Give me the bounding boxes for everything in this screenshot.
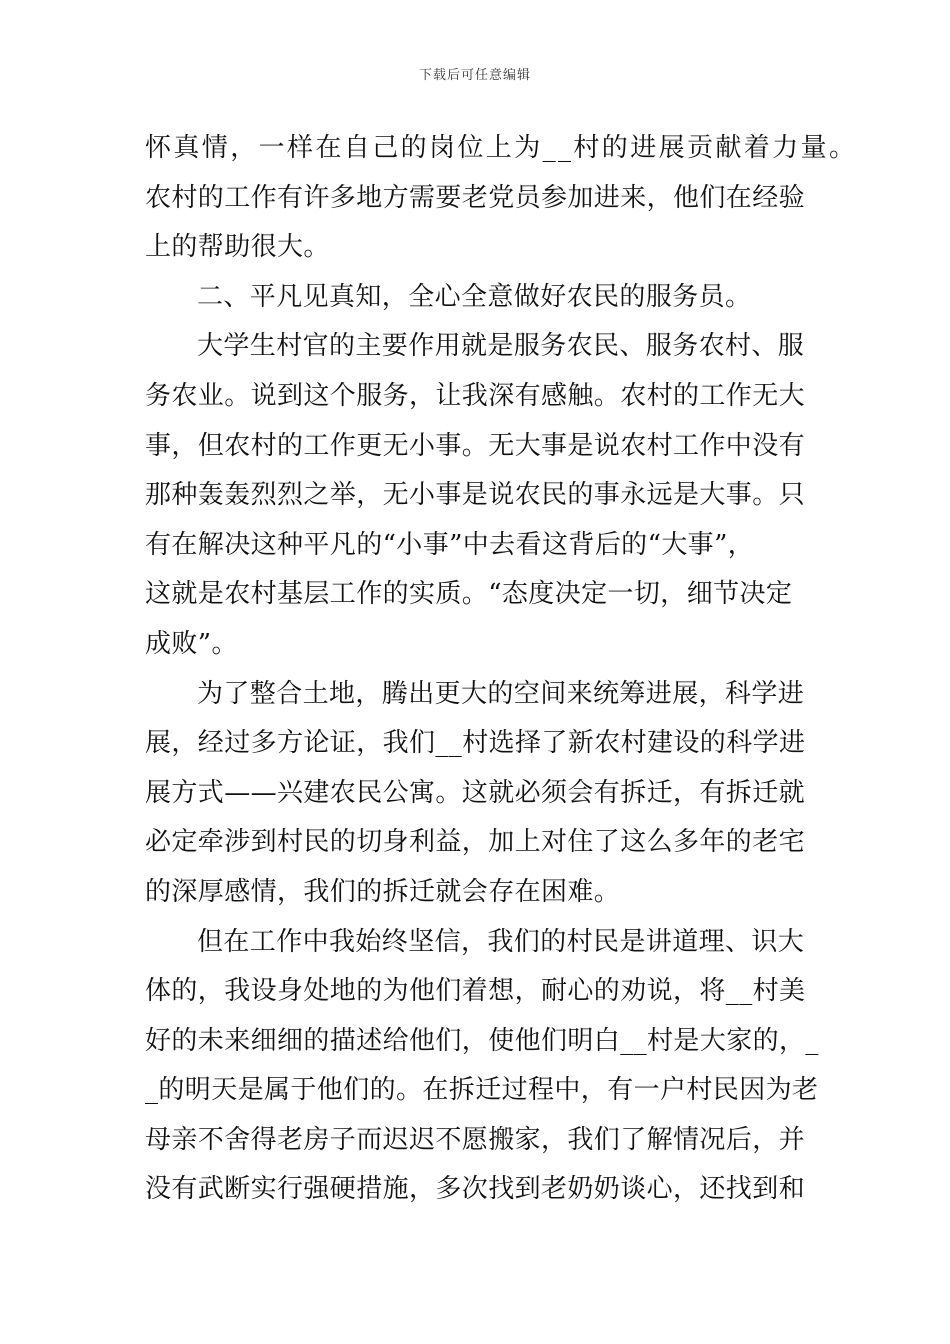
text-line: 有在解决这种平凡的“小事”中去看这背后的“大事”， [145,529,755,560]
text-line: 母亲不舍得老房子而迟迟不愿搬家，我们了解情况后，并 [145,1124,806,1155]
section-heading: 二、平凡见真知，全心全意做好农民的服务员。 [197,281,752,312]
text-line: 没有武断实行强硬措施，多次找到老奶奶谈心，还找到和 [145,1174,806,1205]
document-body [145,124,858,1215]
text-line: 的深厚感情，我们的拆迁就会存在困难。 [145,876,621,907]
text-line: 成败”。 [145,628,238,659]
text-line: 大学生村官的主要作用就是服务农民、服务农村、服 [197,331,805,362]
text-line: 好的未来细细的描述给他们，使他们明白__村是大家的，_ [145,1025,819,1056]
text-line: 这就是农村基层工作的实质。“态度决定一切，细节决定 [145,579,793,610]
text-line: 但在工作中我始终坚信，我们的村民是讲道理、识大 [197,926,805,957]
text-line: 展方式——兴建农民公寓。这就必须会有拆迁，有拆迁就 [145,777,806,808]
text-line: 为了整合土地，腾出更大的空间来统筹进展，科学进 [197,678,805,709]
text-line: 体的，我设身处地的为他们着想，耐心的劝说，将__村美 [145,976,806,1007]
text-line: 务农业。说到这个服务，让我深有感触。农村的工作无大 [145,380,806,411]
text-line: 必定牵涉到村民的切身利益，加上对住了这么多年的老宅 [145,827,806,858]
text-line: 农村的工作有许多地方需要老党员参加进来，他们在经验 [145,182,806,213]
page-header: 下载后可任意编辑 [418,68,531,83]
text-line: 展，经过多方论证，我们__村选择了新农村建设的科学进 [145,728,806,759]
text-line: 事，但农村的工作更无小事。无大事是说农村工作中没有 [145,430,806,461]
text-line: 那种轰轰烈烈之举，无小事是说农民的事永远是大事。只 [145,480,806,511]
text-line: _的明天是属于他们的。在拆迁过程中，有一户村民因为老 [145,1075,819,1106]
text-line: 怀真情，一样在自己的岗位上为__村的进展贡献着力量。 [145,133,858,163]
text-line: 上的帮助很大。 [145,232,330,263]
